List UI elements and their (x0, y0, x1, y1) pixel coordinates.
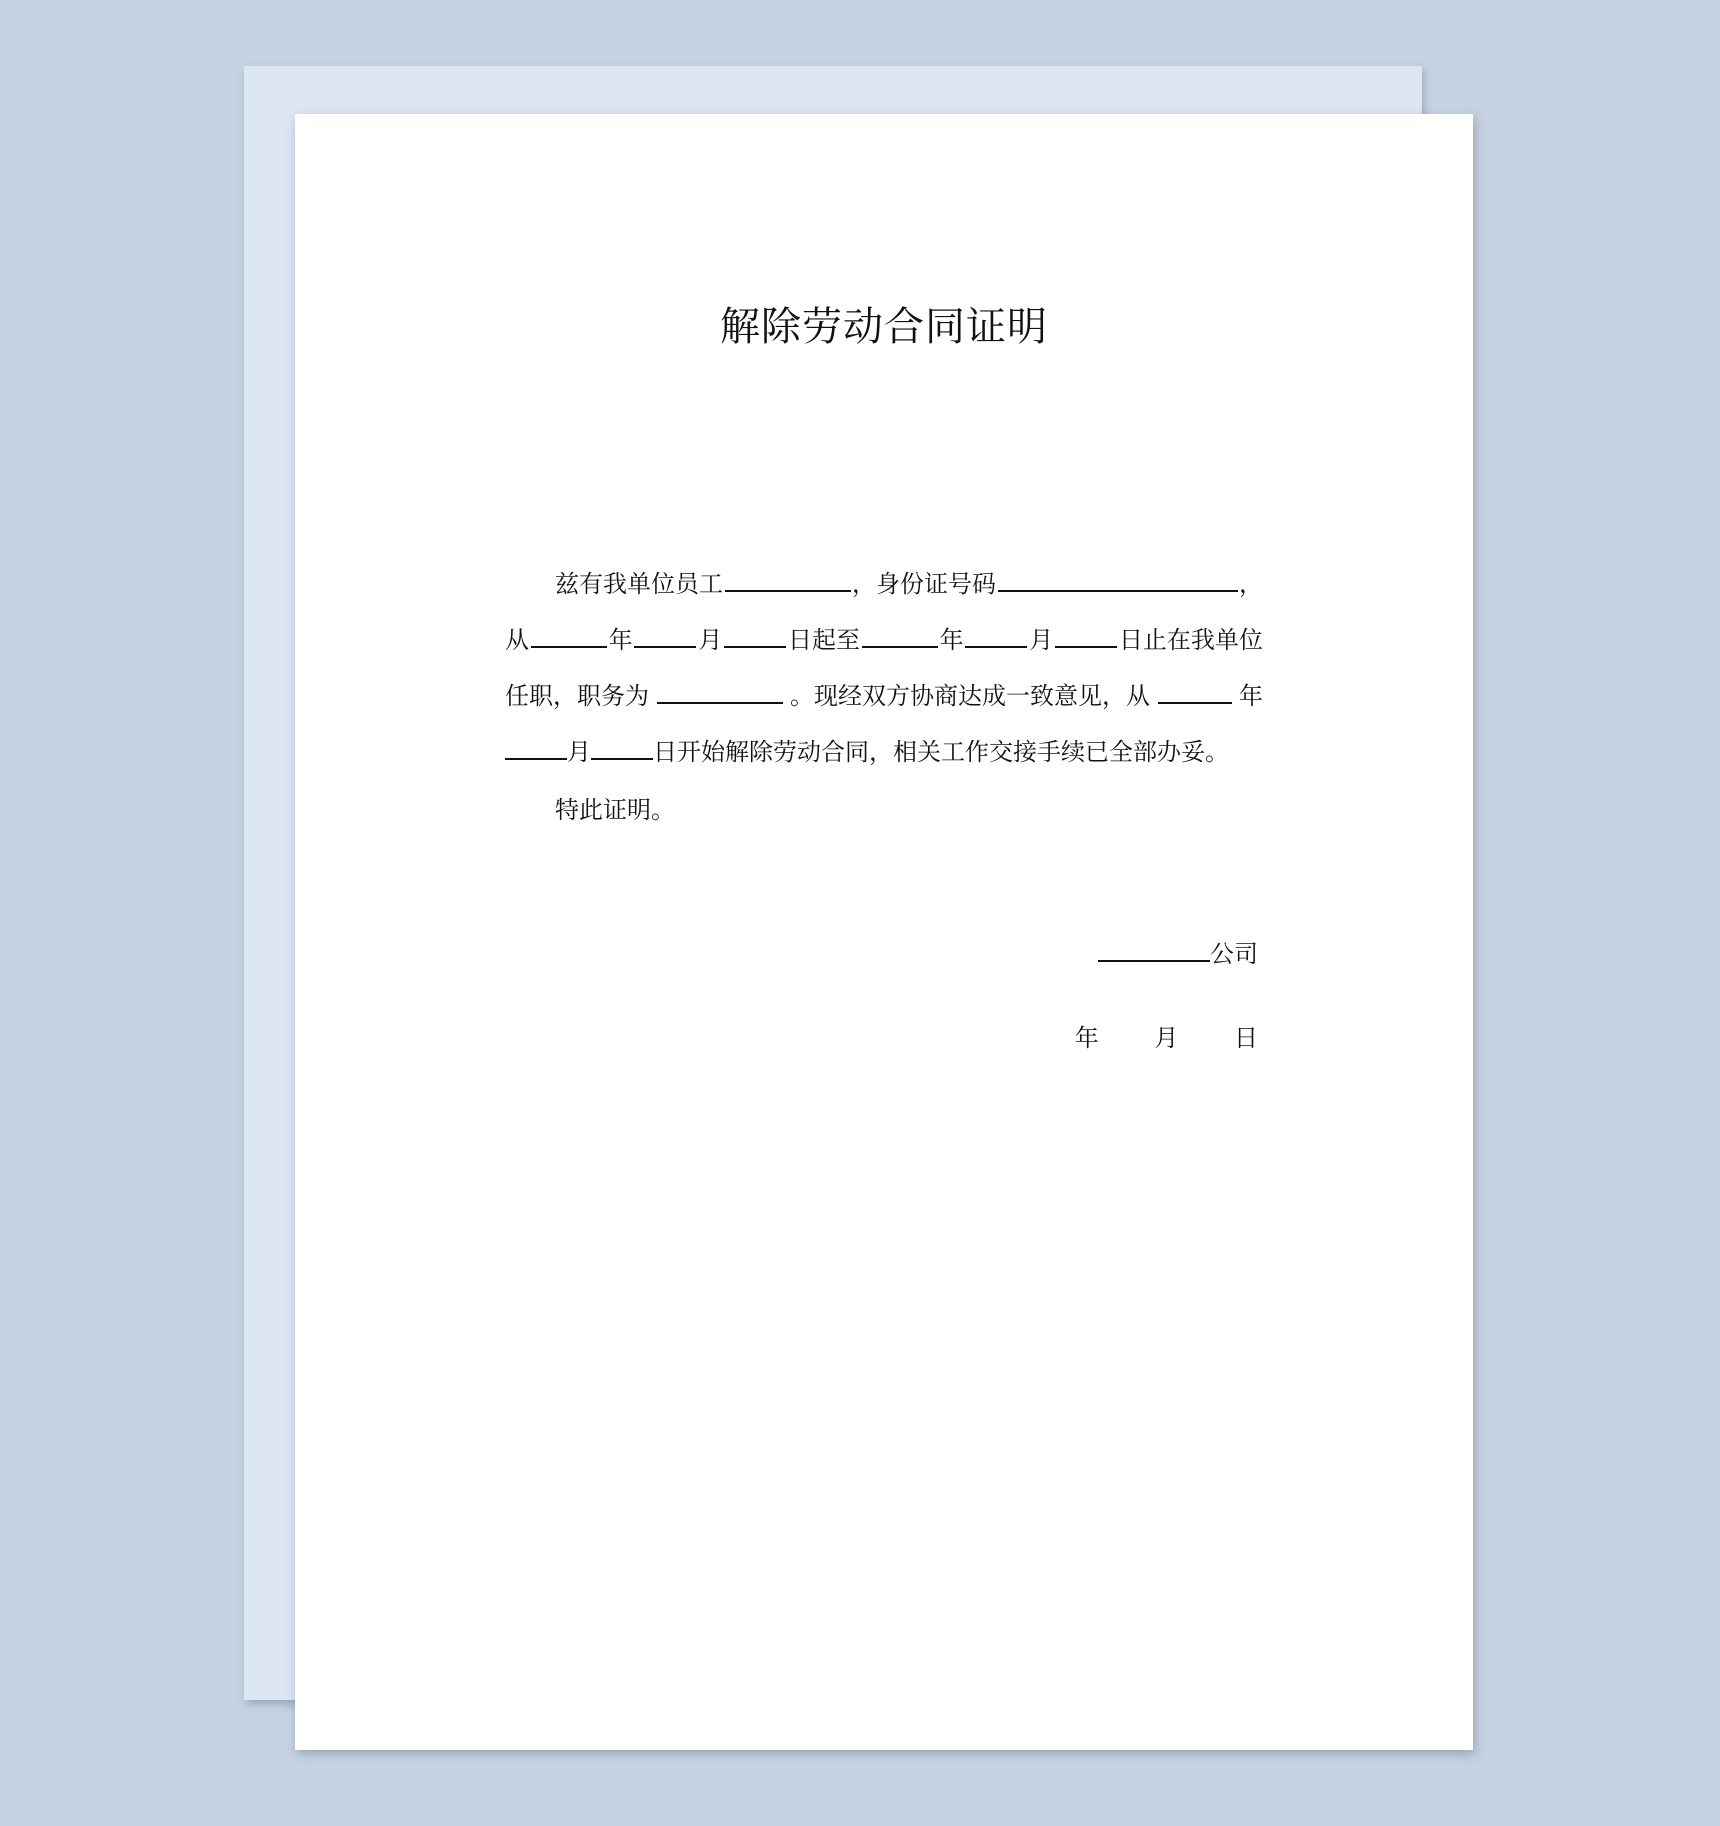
closing-paragraph: 特此证明。 (555, 796, 675, 824)
start-year-blank[interactable] (531, 620, 607, 648)
text-segment: 日起至 (787, 626, 860, 654)
text-segment: ， (1239, 570, 1263, 598)
termination-month-blank[interactable] (505, 732, 567, 760)
start-day-blank[interactable] (724, 620, 786, 648)
text-segment: 月 (567, 738, 591, 766)
paragraph-line-3 (505, 668, 1263, 724)
text-segment: 年 (1239, 682, 1263, 710)
text-segment: 。现经双方协商达成一致意见，从 (790, 682, 1150, 710)
company-signature (1098, 934, 1258, 974)
end-year-blank[interactable] (862, 620, 938, 648)
date-year: 年 (1074, 1024, 1099, 1052)
document-title: 解除劳动合同证明 (720, 304, 1048, 350)
text-segment: 日止在我单位 (1118, 626, 1263, 654)
termination-day-blank[interactable] (591, 732, 653, 760)
text-segment: 从 (505, 626, 529, 654)
employee-name-blank[interactable] (725, 564, 851, 592)
text-segment: 兹有我单位员工 (555, 570, 723, 598)
date-month: 月 (1154, 1024, 1179, 1052)
start-month-blank[interactable] (634, 620, 696, 648)
paragraph-line-4 (505, 724, 1263, 780)
text-segment: 日开始解除劳动合同，相关工作交接手续已全部办妥。 (653, 738, 1229, 766)
text-segment: 月 (1029, 626, 1054, 654)
body-paragraph (505, 556, 1263, 780)
position-blank[interactable] (657, 676, 783, 704)
text-segment: 任职，职务为 (505, 682, 649, 710)
paragraph-line-1 (505, 556, 1263, 612)
signature-date (1075, 1018, 1258, 1058)
company-suffix: 公司 (1210, 940, 1258, 968)
text-segment: 年 (608, 626, 633, 654)
end-month-blank[interactable] (965, 620, 1027, 648)
id-number-blank[interactable] (998, 564, 1238, 592)
termination-year-blank[interactable] (1158, 676, 1232, 704)
company-name-blank[interactable] (1098, 934, 1210, 962)
paragraph-line-2 (505, 612, 1263, 668)
date-day: 日 (1234, 1024, 1258, 1052)
text-segment: 月 (698, 626, 723, 654)
end-day-blank[interactable] (1055, 620, 1117, 648)
document-page (295, 114, 1473, 1750)
text-segment: 年 (939, 626, 964, 654)
text-segment: ，身份证号码 (852, 570, 996, 598)
